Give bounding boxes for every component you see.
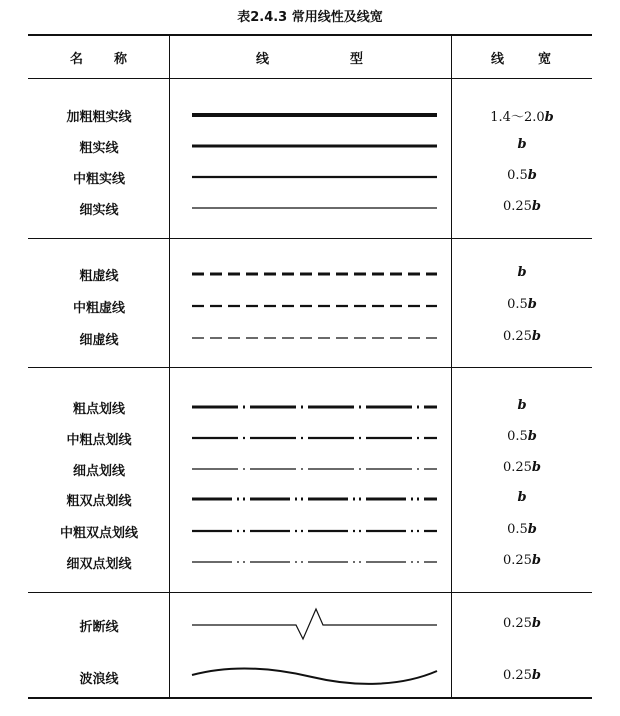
line-name: 波浪线 — [79, 672, 119, 687]
line-width-number: 0.25 — [502, 553, 532, 568]
line-name: 粗实线 — [79, 141, 119, 156]
line-sample-wave — [192, 668, 437, 683]
line-name: 中粗双点划线 — [59, 526, 138, 541]
line-width-variable: b — [531, 668, 542, 683]
line-width-variable: b — [527, 522, 537, 537]
line-name: 中粗实线 — [72, 172, 125, 187]
line-width-variable: b — [527, 429, 537, 444]
line-width-number: 0.5 — [507, 297, 528, 312]
line-width-number: 0.5 — [507, 168, 528, 183]
line-width-variable: b — [531, 460, 542, 475]
line-width-variable: b — [517, 490, 527, 505]
line-width-number: 1.4～2.0 — [490, 110, 545, 125]
line-name: 粗双点划线 — [66, 494, 132, 509]
line-width-variable: b — [517, 137, 527, 152]
line-name: 加粗粗实线 — [66, 110, 132, 125]
line-name: 细点划线 — [72, 464, 125, 479]
line-width-number: 0.25 — [502, 616, 532, 631]
line-name: 细双点划线 — [66, 557, 132, 572]
line-width-variable: b — [527, 168, 537, 183]
line-sample-break — [192, 609, 437, 639]
line-width-variable: b — [531, 616, 542, 631]
line-width-variable: b — [527, 297, 537, 312]
header-type-char-2: 型 — [350, 52, 364, 67]
header-name-char-1: 名 — [70, 52, 84, 67]
line-width-variable: b — [517, 265, 527, 280]
line-name: 细实线 — [79, 203, 119, 218]
line-name: 细虚线 — [79, 333, 119, 348]
line-width-variable: b — [544, 110, 554, 125]
header-type-char-1: 线 — [256, 52, 270, 67]
line-width-number: 0.25 — [502, 329, 532, 344]
line-width-number: 0.25 — [502, 460, 532, 475]
line-width-variable: b — [531, 553, 542, 568]
line-name: 中粗点划线 — [66, 433, 132, 448]
line-name: 粗点划线 — [72, 402, 125, 417]
line-width-number: 0.5 — [507, 522, 528, 537]
line-width-variable: b — [517, 398, 527, 413]
header-name-char-2: 称 — [114, 52, 128, 67]
table-title: 表2.4.3 常用线性及线宽 — [237, 10, 383, 25]
line-width-variable: b — [531, 199, 542, 214]
line-name: 折断线 — [79, 620, 119, 635]
line-width-number: 0.25 — [502, 668, 532, 683]
line-width-variable: b — [531, 329, 542, 344]
line-name: 中粗虚线 — [72, 301, 125, 316]
header-width-char-1: 线 — [491, 52, 505, 67]
header-width-char-2: 宽 — [538, 52, 552, 67]
line-width-number: 0.5 — [507, 429, 528, 444]
line-width-number: 0.25 — [502, 199, 532, 214]
line-name: 粗虚线 — [79, 269, 119, 284]
